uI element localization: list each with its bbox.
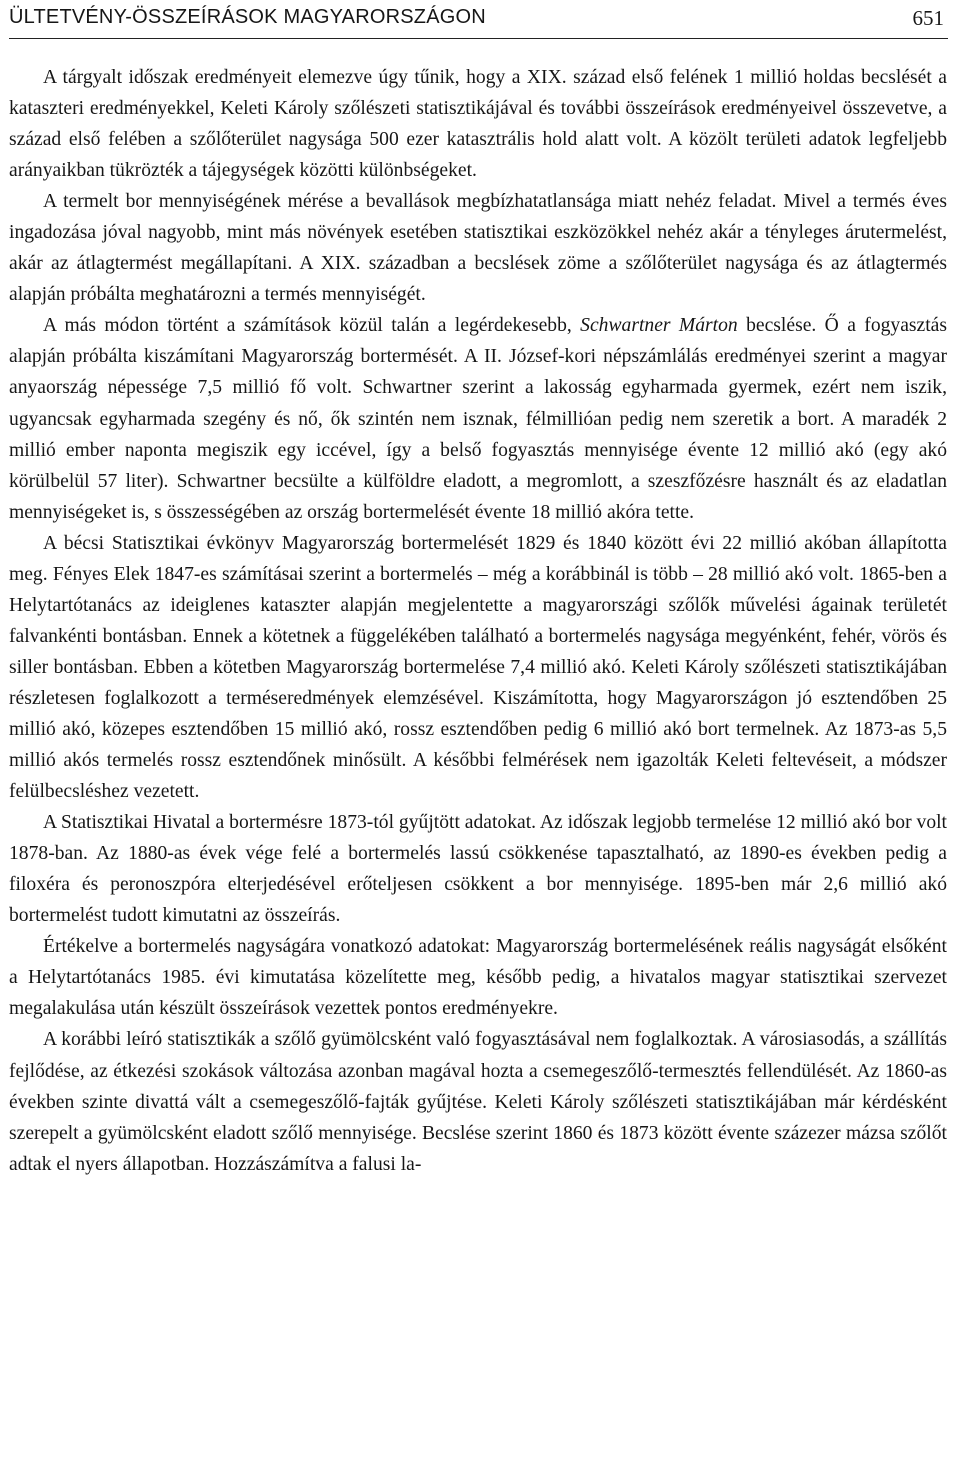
- paragraph-3: [9, 310, 947, 527]
- paragraph-2: A termelt bor mennyiségének mérése a bevallások megbízhatatlansága miatt nehéz feladat. Mivel a termés éves ingadozása jóval nagyobb, mint más növények esetében statisztikai eszközökkel nehéz akár a tényleges árutermelést, akár az átlagtermést megállapítani. A XIX. században a becslések zöme a szőlőterület nagysága és az átlagtermés alapján próbálta meghatározni a termés mennyiségét.: [9, 191, 947, 306]
- page-number: 651: [912, 6, 944, 30]
- paragraph-4: A bécsi Statisztikai évkönyv Magyarország bortermelését 1829 és 1840 között évi 22 millió akóban állapította meg. Fényes Elek 1847-es számításai szerint a bortermelés – még a korábbinál is több – 28 millió akó volt. 1865-ben a Helytartótanács az ideiglenes kataszter alapján megjelentette a magyarországi szőlők művelési ágainak területét falvankénti bontásban. Ennek a kötetnek a függelékében található a bortermelés nagysága megyénként, fehér, vörös és siller bontásban. Ebben a kötetben Magyarország bortermelése 7,4 millió akó. Keleti Károly szőlészeti statisztikájában részletesen foglalkozott a terméseredmények elemzésével. Kiszámította, hogy Magyarországon jó esztendőben 25 millió akó, közepes esztendőben 15 millió akó, rossz esztendőben pedig 6 millió akó bort termelnek. Az 1873-as 5,5 millió akós termelés rossz esztendőnek minősült. A későbbi felmérések nem igazolták Keleti feltevéseit, a módszer felülbecsléshez vezetett.: [9, 532, 947, 803]
- paragraph-5: A Statisztikai Hivatal a bortermésre 1873-tól gyűjtött adatokat. Az időszak legjobb termelése 12 millió akó bor volt 1878-ban. Az 1880-as évek vége felé a bortermelés lassú csökkenése tapasztalható, az 1890-es években pedig a filoxéra és peronoszpóra elterjedésével erőteljesen csökkent a bor mennyisége. 1895-ben már 2,6 millió akó bortermelést tudott kimutatni az összeírás.: [9, 812, 947, 927]
- person-name: Schwartner Márton: [580, 315, 738, 337]
- paragraph-1: A tárgyalt időszak eredményeit elemezve úgy tűnik, hogy a XIX. század első felének 1 millió holdas becslését a kataszteri eredményekkel, Keleti Károly szőlészeti statisztikájával és további összeírások eredményeivel összevetve, a század első felében a szőlőterület nagysága 500 ezer katasztrális hold alatt volt. A közölt területi adatok legfeljebb arányaikban tükrözték a tájegységek közötti különbségeket.: [9, 67, 947, 182]
- paragraph-6: Értékelve a bortermelés nagyságára vonatkozó adatokat: Magyarország bortermelésének reális nagyságát elsőként a Helytartótanács 1985. évi kimutatása közelítette meg, később pedig, a hivatalos magyar statisztikai szervezet megalakulása után készült összeírások vezettek pontos eredményekre.: [9, 936, 947, 1020]
- paragraph-7: A korábbi leíró statisztikák a szőlő gyümölcsként való fogyasztásával nem foglalkoztak. A városiasodás, a szállítás fejlődése, az étkezési szokások változása azonban magával hozta a csemegeszőlő-termesztés fellendülését. Az 1860-as években szinte divattá vált a csemegeszőlő-fajták gyűjtése. Keleti Károly szőlészeti statisztikájában már kérdésként szerepelt a gyümölcsként eladott szőlő mennyisége. Becslése szerint 1860 és 1873 között évente százezer mázsa szőlőt adtak el nyers állapotban. Hozzászámítva a falusi la-: [9, 1029, 947, 1175]
- paragraph-3-before: A más módon történt a számítások közül talán a legérdekesebb,: [43, 315, 572, 337]
- paragraph-3-after: becslése. Ő a fogyasztás alapján próbálta kiszámítani Magyarország bortermését. A II. József-kori népszámlálás eredményei szerint a magyar anyaország népessége 7,5 millió fő volt. Schwartner szerint a lakosság egyharmada gyermek, ezért nem iszik, ugyancsak egyharmada szegény és nő, ők szintén nem isznak, félmillióan pedig nem szeretik a bort. A maradék 2 millió ember naponta megiszik egy iccével, így a belső fogyasztás mennyisége évente 12 millió akó (egy akó körülbelül 57 liter). Schwartner becsülte a külföldre eladott, a megromlott, a szeszfőzésre használt és az eladatlan mennyiségeket is, s összességében az ország bortermelését évente 18 millió akóra tette.: [9, 315, 948, 523]
- running-header: [9, 0, 948, 39]
- body-text: [9, 62, 947, 1180]
- chapter-title: ÜLTETVÉNY-ÖSSZEÍRÁSOK MAGYARORSZÁGON: [9, 6, 486, 28]
